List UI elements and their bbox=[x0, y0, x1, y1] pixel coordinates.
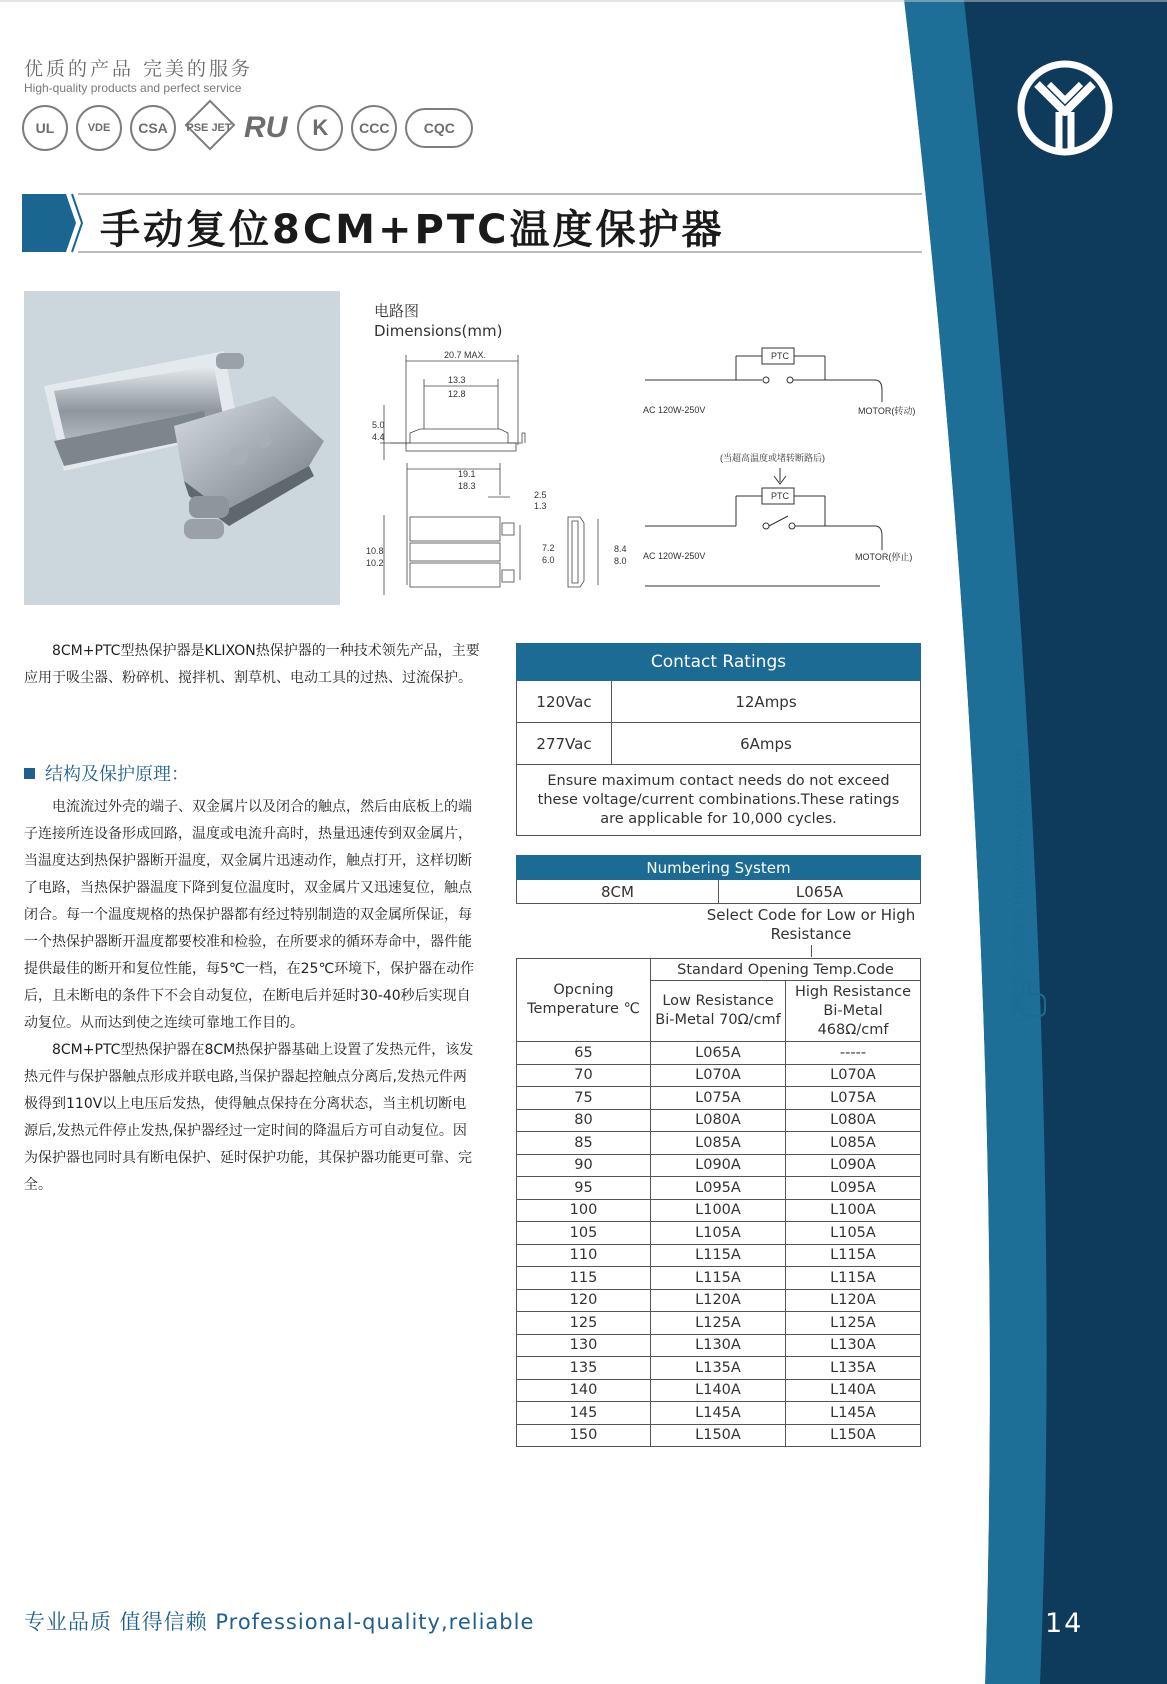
temp-cell: 135 bbox=[517, 1357, 651, 1380]
high-code-cell: L150A bbox=[786, 1424, 921, 1447]
circuit-diagram-label: 电路图 bbox=[374, 302, 420, 320]
temp-cell: 150 bbox=[517, 1424, 651, 1447]
temp-cell: 120 bbox=[517, 1289, 651, 1312]
voltage-cell: 277Vac bbox=[517, 723, 612, 765]
dim-width-b: 10.2 bbox=[366, 558, 384, 568]
temp-cell: 125 bbox=[517, 1312, 651, 1335]
table-row bbox=[517, 1312, 921, 1335]
high-code-cell: L100A bbox=[786, 1199, 921, 1222]
dim-side-b: 8.0 bbox=[614, 556, 627, 566]
website-link[interactable]: 了解更多产品请登录 Http://www.szyizan.com bbox=[1012, 748, 1027, 1026]
low-code-cell: L080A bbox=[651, 1109, 786, 1132]
high-code-cell: L125A bbox=[786, 1312, 921, 1335]
table-row bbox=[517, 723, 921, 765]
temp-cell: 95 bbox=[517, 1177, 651, 1200]
low-code-cell: L125A bbox=[651, 1312, 786, 1335]
circuit-note: (当超高温度或堵转断路后) bbox=[720, 453, 825, 463]
website-vertical-text bbox=[1008, 668, 1032, 1026]
amps-cell: 6Amps bbox=[612, 723, 921, 765]
contact-ratings-title: Contact Ratings bbox=[517, 644, 921, 681]
low-code-cell: L135A bbox=[651, 1357, 786, 1380]
temperature-code-table bbox=[516, 958, 921, 1447]
high-code-cell: L105A bbox=[786, 1222, 921, 1245]
cqc-cert-icon: CQC bbox=[405, 108, 473, 148]
pse-cert-icon: PSE JET bbox=[184, 103, 234, 153]
table-row bbox=[517, 681, 921, 723]
table-row bbox=[517, 1042, 921, 1065]
table-row bbox=[517, 1267, 921, 1290]
low-code-cell: L145A bbox=[651, 1402, 786, 1425]
high-code-cell: L095A bbox=[786, 1177, 921, 1200]
dimension-drawing bbox=[366, 345, 640, 605]
brand-logo-icon bbox=[1015, 58, 1115, 158]
high-code-cell: L120A bbox=[786, 1289, 921, 1312]
dim-term-a: 7.2 bbox=[542, 543, 555, 553]
motor-run-label: MOTOR(转动) bbox=[858, 406, 916, 416]
principle-paragraph-2: 8CM+PTC型热保护器在8CM热保护器基础上设置了发热元件，该发热元件与保护器触点形成并联电路,当保护器起控触点分离后,发热元件两极得到110V以上电压后发热，使得触点保持在分离状态，当主机切断电源后,发热元件停止发热,保护器经过一定时间的降温后方可自动复位。因为保护器也同时具有断电保护、延时保护功能，其保护器功能更可靠、完全。 bbox=[24, 1042, 474, 1193]
numbering-left: 8CM bbox=[517, 880, 719, 904]
dim-len-b: 18.3 bbox=[458, 481, 476, 491]
select-code-note: Select Code for Low or High Resistance bbox=[706, 906, 916, 943]
low-code-cell: L120A bbox=[651, 1289, 786, 1312]
dim-overall: 20.7 MAX. bbox=[444, 350, 487, 360]
table-row bbox=[517, 1177, 921, 1200]
temp-cell: 70 bbox=[517, 1064, 651, 1087]
slogan-chinese: 优质的产品 完美的服务 bbox=[24, 58, 254, 80]
source-label-top: AC 120W-250V bbox=[643, 405, 706, 415]
high-code-cell: L115A bbox=[786, 1267, 921, 1290]
section-title: 结构及保护原理： bbox=[45, 764, 189, 785]
dim-tab-a: 2.5 bbox=[534, 490, 547, 500]
temp-cell: 75 bbox=[517, 1087, 651, 1110]
table-row bbox=[517, 1109, 921, 1132]
circuit-diagram bbox=[640, 340, 930, 590]
ptc-label-top: PTC bbox=[771, 351, 789, 361]
table-row bbox=[517, 1132, 921, 1155]
voltage-cell: 120Vac bbox=[517, 681, 612, 723]
low-code-cell: L150A bbox=[651, 1424, 786, 1447]
col-high-resistance: High Resistance Bi-Metal 468Ω/cmf bbox=[786, 981, 921, 1042]
footer-slogan: 专业品质 值得信赖 Professional-quality,reliable bbox=[24, 1610, 535, 1634]
select-pointer-line bbox=[811, 945, 812, 957]
table-row bbox=[517, 1334, 921, 1357]
high-code-cell: L145A bbox=[786, 1402, 921, 1425]
temp-cell: 140 bbox=[517, 1379, 651, 1402]
high-code-cell: L090A bbox=[786, 1154, 921, 1177]
temp-cell: 90 bbox=[517, 1154, 651, 1177]
numbering-system-table bbox=[516, 855, 921, 904]
high-code-cell: L130A bbox=[786, 1334, 921, 1357]
low-code-cell: L100A bbox=[651, 1199, 786, 1222]
source-label-bottom: AC 120W-250V bbox=[643, 551, 706, 561]
contact-ratings-note: Ensure maximum contact needs do not exceed these voltage/current combinations.These ratings are applicable for 10,000 cycles. bbox=[517, 765, 921, 836]
temp-cell: 130 bbox=[517, 1334, 651, 1357]
section-heading bbox=[24, 760, 189, 786]
principle-paragraph-1: 电流流过外壳的端子、双金属片以及闭合的触点，然后由底板上的端子连接所连设备形成回路，温度或电流升高时，热量迅速传到双金属片，当温度达到热保护器断开温度，双金属片迅速动作，触点打开，这样切断了电路，当热保护器温度下降到复位温度时，双金属片又迅速复位，触点闭合。每一个温度规格的热保护器都有经过特别制造的双金属所保证，每一个热保护器断开温度都要校准和检验，在所要求的循环寿命中，器件能提供最佳的断开和复位性能，每5℃一档，在25℃环境下，保护器在动作后，且未断电的条件下不会自动复位，在断电后并延时30-40秒后实现自动复位。从而达到使之连续可靠地工作目的。 bbox=[24, 799, 475, 1031]
contact-ratings-table bbox=[516, 643, 921, 836]
temp-cell: 110 bbox=[517, 1244, 651, 1267]
dim-side-a: 8.4 bbox=[614, 544, 627, 554]
high-code-cell: L070A bbox=[786, 1064, 921, 1087]
low-code-cell: L115A bbox=[651, 1267, 786, 1290]
amps-cell: 12Amps bbox=[612, 681, 921, 723]
low-code-cell: L130A bbox=[651, 1334, 786, 1357]
high-code-cell: L140A bbox=[786, 1379, 921, 1402]
k-cert-icon: K bbox=[297, 105, 343, 151]
table-row bbox=[517, 1222, 921, 1245]
col-low-resistance: Low Resistance Bi-Metal 70Ω/cmf bbox=[651, 981, 786, 1042]
low-code-cell: L095A bbox=[651, 1177, 786, 1200]
high-code-cell: ----- bbox=[786, 1042, 921, 1065]
temp-cell: 100 bbox=[517, 1199, 651, 1222]
dim-term-b: 6.0 bbox=[542, 555, 555, 565]
table-row bbox=[517, 1087, 921, 1110]
low-code-cell: L090A bbox=[651, 1154, 786, 1177]
low-code-cell: L070A bbox=[651, 1064, 786, 1087]
product-intro bbox=[24, 638, 480, 692]
square-bullet-icon bbox=[24, 768, 35, 779]
low-code-cell: L065A bbox=[651, 1042, 786, 1065]
temp-cell: 80 bbox=[517, 1109, 651, 1132]
slogan-english: High-quality products and perfect service bbox=[24, 81, 242, 95]
table-row bbox=[517, 1424, 921, 1447]
low-code-cell: L105A bbox=[651, 1222, 786, 1245]
high-code-cell: L135A bbox=[786, 1357, 921, 1380]
dim-top-b: 12.8 bbox=[448, 389, 466, 399]
vde-cert-icon: VDE bbox=[76, 105, 122, 151]
table-row bbox=[517, 1199, 921, 1222]
pointing-hand-icon bbox=[1015, 978, 1049, 1018]
low-code-cell: L140A bbox=[651, 1379, 786, 1402]
high-code-cell: L075A bbox=[786, 1087, 921, 1110]
dim-height-a: 5.0 bbox=[372, 420, 385, 430]
dim-width-a: 10.8 bbox=[366, 546, 384, 556]
page-number: 14 bbox=[1045, 1608, 1084, 1639]
csa-cert-icon: CSA bbox=[130, 105, 176, 151]
ru-cert-icon: RU bbox=[244, 111, 288, 144]
ccc-cert-icon: CCC bbox=[351, 105, 397, 151]
high-code-cell: L085A bbox=[786, 1132, 921, 1155]
temp-cell: 85 bbox=[517, 1132, 651, 1155]
low-code-cell: L115A bbox=[651, 1244, 786, 1267]
table-row bbox=[517, 1244, 921, 1267]
table-row bbox=[517, 1379, 921, 1402]
high-code-cell: L080A bbox=[786, 1109, 921, 1132]
dim-height-b: 4.4 bbox=[372, 432, 385, 442]
ul-cert-icon: UL bbox=[22, 105, 68, 151]
motor-stop-label: MOTOR(停止) bbox=[855, 552, 913, 562]
intro-paragraph: 8CM+PTC型热保护器是KLIXON热保护器的一种技术领先产品，主要应用于吸尘器、粉碎机、搅拌机、割草机、电动工具的过热、过流保护。 bbox=[24, 643, 480, 686]
principle-text bbox=[24, 794, 480, 1199]
temp-cell: 145 bbox=[517, 1402, 651, 1425]
table-row bbox=[517, 1154, 921, 1177]
table-row bbox=[517, 880, 921, 904]
certification-marks bbox=[22, 103, 473, 153]
product-photo bbox=[24, 291, 340, 605]
temp-cell: 105 bbox=[517, 1222, 651, 1245]
numbering-right: L065A bbox=[719, 880, 921, 904]
page-title: 手动复位8CM+PTC温度保护器 bbox=[100, 207, 725, 253]
dim-len-a: 19.1 bbox=[458, 469, 476, 479]
col-group-standard: Standard Opening Temp.Code bbox=[651, 959, 921, 981]
temperature-rows bbox=[517, 1042, 921, 1447]
numbering-title: Numbering System bbox=[517, 856, 921, 880]
temp-cell: 65 bbox=[517, 1042, 651, 1065]
table-row bbox=[517, 1289, 921, 1312]
dim-top-a: 13.3 bbox=[448, 375, 466, 385]
ptc-label-bottom: PTC bbox=[771, 491, 789, 501]
low-code-cell: L085A bbox=[651, 1132, 786, 1155]
col-temperature: Opcning Temperature ℃ bbox=[517, 959, 651, 1042]
dim-tab-b: 1.3 bbox=[534, 501, 547, 511]
low-code-cell: L075A bbox=[651, 1087, 786, 1110]
table-row bbox=[517, 1064, 921, 1087]
dimensions-label: Dimensions(mm) bbox=[374, 322, 503, 340]
temp-cell: 115 bbox=[517, 1267, 651, 1290]
table-row bbox=[517, 1357, 921, 1380]
high-code-cell: L115A bbox=[786, 1244, 921, 1267]
table-row bbox=[517, 1402, 921, 1425]
